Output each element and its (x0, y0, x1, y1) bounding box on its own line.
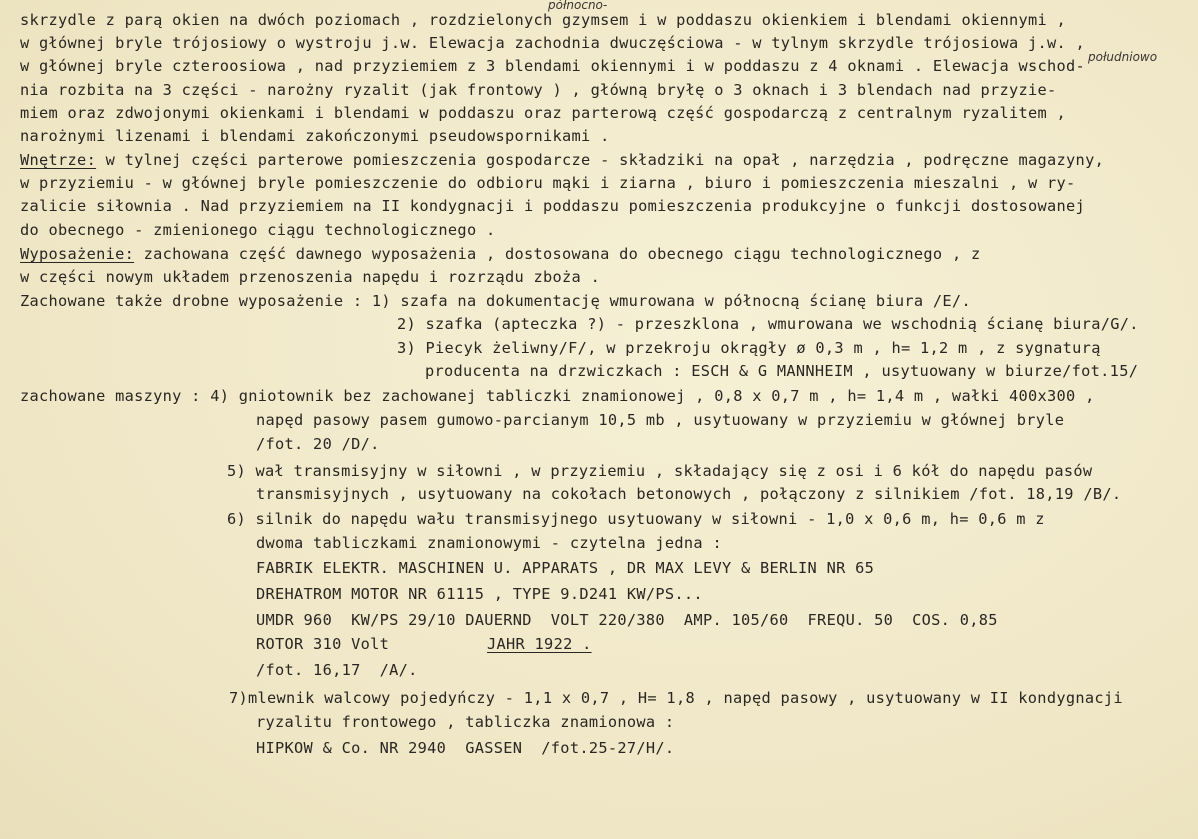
text-line: zachowane maszyny : 4) gniotownik bez zachowanej tabliczki znamionowej , 0,8 x 0,7 m , h= 1,4 m , wałki 400x300 , (20, 387, 1095, 405)
text-line: /fot. 16,17 /A/. (256, 661, 418, 679)
text-line: /fot. 20 /D/. (256, 435, 380, 453)
text-line: do obecnego - zmienionego ciągu technologicznego . (20, 221, 496, 239)
text-line: 3) Piecyk żeliwny/F/, w przekroju okrągły ø 0,3 m , h= 1,2 m , z sygnaturą (397, 339, 1101, 357)
text-line: nia rozbita na 3 części - narożny ryzalit (jak frontowy ) , główną bryłę o 3 oknach i 3 blendach nad przyzie- (20, 81, 1057, 99)
section-heading: Wyposażenie: (20, 245, 135, 263)
handwritten-annotation-poludniowo: południowo (1088, 50, 1158, 64)
text-line: w głównej bryle czteroosiowa , nad przyziemiem z 3 blendami okiennymi i w poddaszu z 4 oknami . Elewacja wschod- (20, 57, 1086, 75)
text-line: 2) szafka (apteczka ?) - przeszklona , wmurowana we wschodnią ścianę biura/G/. (397, 315, 1139, 333)
text-line: 5) wał transmisyjny w siłowni , w przyziemiu , składający się z osi i 6 kół do napędu pasów (227, 462, 1093, 480)
text-line: zalicie siłownia . Nad przyziemiem na II kondygnacji i poddaszu pomieszczenia produkcyjne o funkcji dostosowanej (20, 197, 1086, 215)
text-line: w części nowym układem przenoszenia napędu i rozrządu zboża . (20, 268, 601, 286)
text-line: transmisyjnych , usytuowany na cokołach betonowych , połączony z silnikiem /fot. 18,19 /B/. (256, 485, 1122, 503)
text-line: producenta na drzwiczkach : ESCH & G MANNHEIM , usytuowany w biurze/fot.15/ (425, 362, 1139, 380)
text-line: narożnymi lizenami i blendami zakończonymi pseudowspornikami . (20, 127, 610, 145)
text-line: HIPKOW & Co. NR 2940 GASSEN /fot.25-27/H/. (256, 739, 675, 757)
text-line: napęd pasowy pasem gumowo-parcianym 10,5 mb , usytuowany w przyziemiu w głównej bryle (256, 411, 1065, 429)
handwritten-annotation-polnocno: północno- (548, 0, 608, 12)
text-line: Wnętrze: w tylnej części parterowe pomieszczenia gospodarcze - składziki na opał , narzędzia , podręczne magazyny, (20, 151, 1105, 169)
text-line: w głównej bryle trójosiowy o wystroju j.w. Elewacja zachodnia dwuczęściowa - w tylnym skrzydle trójosiowa j.w. , (20, 34, 1086, 52)
text-line: JAHR 1922 . (487, 635, 592, 653)
text-line: skrzydle z parą okien na dwóch poziomach , rozdzielonych gzymsem i w poddaszu okienkiem i blendami okiennymi , (20, 11, 1067, 29)
text-line: UMDR 960 KW/PS 29/10 DAUERND VOLT 220/380 AMP. 105/60 FREQU. 50 COS. 0,85 (256, 611, 998, 629)
text-line: dwoma tabliczkami znamionowymi - czytelna jedna : (256, 534, 722, 552)
text-line: FABRIK ELEKTR. MASCHINEN U. APPARATS , DR MAX LEVY & BERLIN NR 65 (256, 559, 875, 577)
text-line: miem oraz zdwojonymi okienkami i blendami w poddaszu oraz parterową część gospodarczą z centralnym ryzalitem , (20, 104, 1067, 122)
text-line: Zachowane także drobne wyposażenie : 1) szafa na dokumentację wmurowana w północną ścianę biura /E/. (20, 292, 971, 310)
section-heading: Wnętrze: (20, 151, 97, 169)
text-line: DREHATROM MOTOR NR 61115 , TYPE 9.D241 KW/PS... (256, 585, 703, 603)
text-line: Wyposażenie: zachowana część dawnego wyposażenia , dostosowana do obecnego ciągu technologicznego , z (20, 245, 981, 263)
text-line: ROTOR 310 Volt (256, 635, 390, 653)
text-line: ryzalitu frontowego , tabliczka znamionowa : (256, 713, 675, 731)
text-line: 6) silnik do napędu wału transmisyjnego usytuowany w siłowni - 1,0 x 0,6 m, h= 0,6 m z (227, 510, 1045, 528)
text-line: w przyziemiu - w głównej bryle pomieszczenie do odbioru mąki i ziarna , biuro i pomieszczenia mieszalni , w ry- (20, 174, 1076, 192)
text-line: 7)mlewnik walcowy pojedyńczy - 1,1 x 0,7 , H= 1,8 , napęd pasowy , usytuowany w II kondygnacji (229, 689, 1123, 707)
